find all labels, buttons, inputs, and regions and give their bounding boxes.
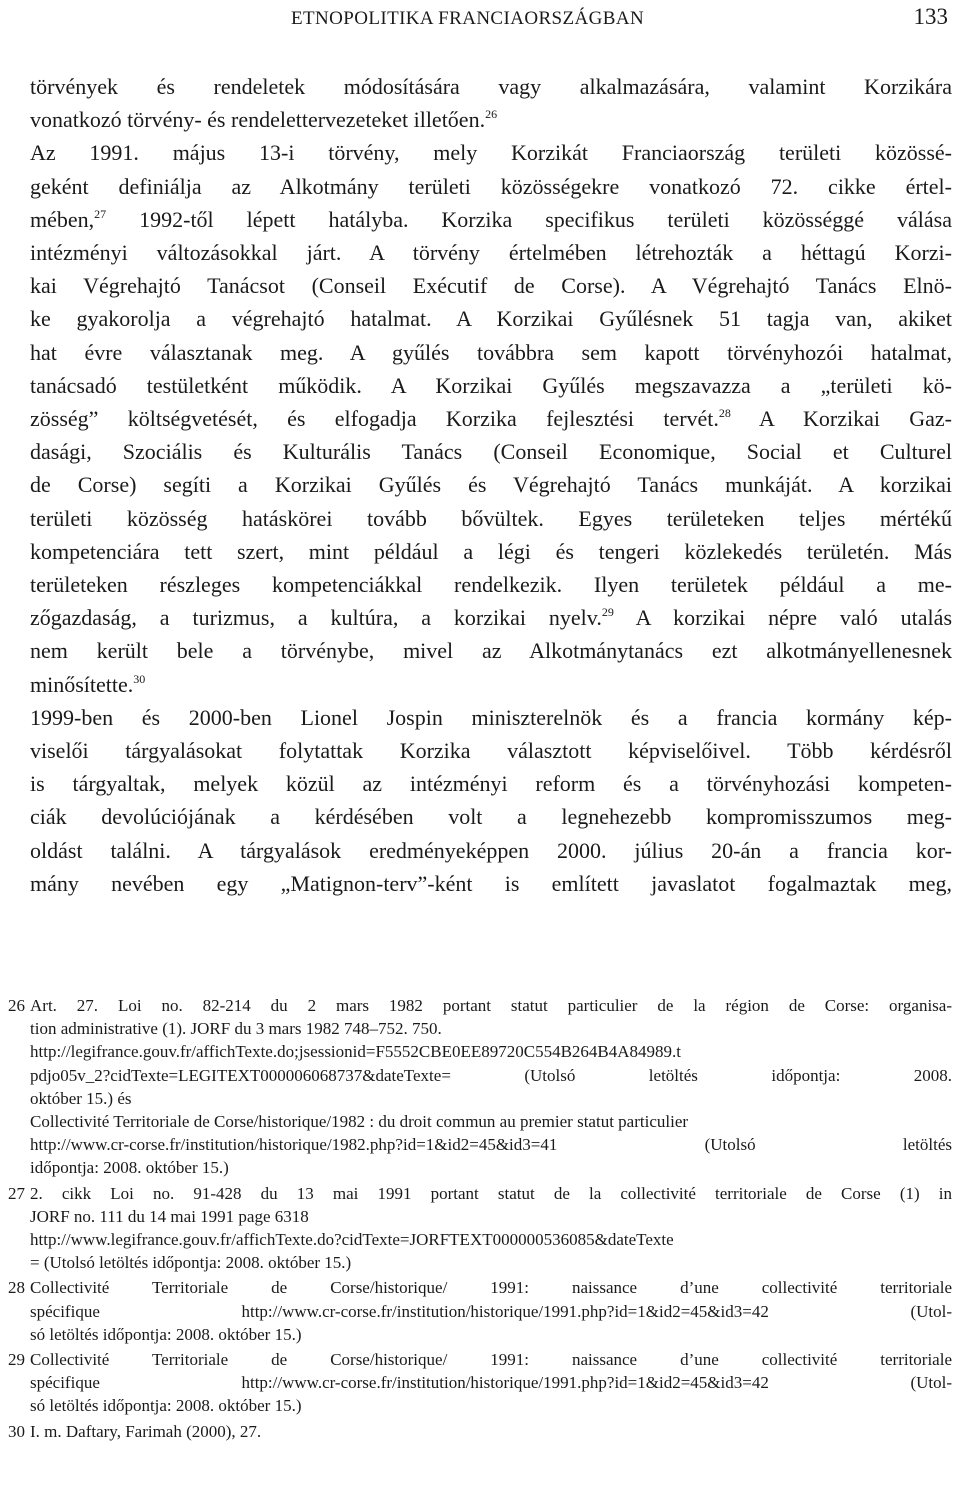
text-line: területi közösség hatáskörei tovább bővültek. Egyes területeken teljes mértékű bbox=[30, 505, 952, 531]
text-line bbox=[30, 402, 952, 435]
footnote-line: Collectivité Territoriale de Corse/historique/ 1991: naissance d’une collectivité territoriale bbox=[30, 1278, 952, 1298]
text-span: zösség” költségvetését, és elfogadja Korzika fejlesztési tervét. bbox=[30, 406, 719, 432]
text-line: Az 1991. május 13-i törvény, mely Korzikát Franciaország területi közössé- bbox=[30, 140, 952, 166]
text-line: ciák devolúciójának a kérdésében volt a legnehezebb kompromisszumos meg- bbox=[30, 804, 952, 830]
footnote-29 bbox=[8, 1348, 952, 1418]
text-span: A Korzikai Gaz- bbox=[730, 406, 952, 432]
text-line: törvények és rendeletek módosítására vagy alkalmazására, valamint Korzikára bbox=[30, 74, 952, 99]
text-span: vonatkozó törvény- és rendelettervezeteket illetően. bbox=[30, 107, 486, 133]
footnote-line: só letöltés időpontja: 2008. október 15.) bbox=[30, 1396, 302, 1416]
text-line: oldást találni. A tárgyalások eredményeképpen 2000. július 20-án a francia kor- bbox=[30, 837, 952, 863]
footnote-30 bbox=[8, 1420, 952, 1443]
footnote-28 bbox=[8, 1276, 952, 1346]
text-span: A korzikai népre való utalás bbox=[613, 605, 953, 631]
text-line: viselői tárgyalásokat folytattak Korzika választott képviselőivel. Több kérdésről bbox=[30, 738, 952, 764]
text-line: területeken részleges kompetenciákkal rendelkezik. Ilyen területek például a me- bbox=[30, 572, 952, 598]
footnote-line: Collectivité Territoriale de Corse/historique/1982 : du droit commun au premier statut particulier bbox=[30, 1112, 689, 1132]
text-line: tanácsadó testületként működik. A Korzikai Gyűlés megszavazza a „területi kö- bbox=[30, 372, 952, 398]
footnote-number: 27 bbox=[8, 1183, 25, 1203]
footnote-ref-30: 30 bbox=[133, 671, 146, 686]
footnote-link[interactable]: http://www.legifrance.gouv.fr/affichTexte.do?cidTexte=JORFTEXT000000536085&dateTexte bbox=[30, 1230, 674, 1250]
text-line: intézményi változásokkal járt. A törvény értelmében létrehozták a héttagú Korzi- bbox=[30, 240, 952, 266]
paragraph-3 bbox=[30, 701, 952, 900]
footnote-27 bbox=[8, 1182, 952, 1275]
footnote-link[interactable]: http://legifrance.gouv.fr/affichTexte.do;jsessionid=F5552CBE0EE89720C554B264B4A84989.t bbox=[30, 1042, 682, 1062]
footnote-number: 29 bbox=[8, 1350, 25, 1370]
footnote-ref-27: 27 bbox=[94, 206, 107, 221]
footnote-line: időpontja: 2008. október 15.) bbox=[30, 1158, 229, 1178]
main-text bbox=[30, 70, 952, 900]
footnote-line: = (Utolsó letöltés időpontja: 2008. október 15.) bbox=[30, 1253, 352, 1273]
footnote-line: 2. cikk Loi no. 91-428 du 13 mai 1991 portant statut de la collectivité territoriale de Corse (1) in bbox=[30, 1183, 952, 1203]
footnote-number: 26 bbox=[8, 996, 25, 1015]
text-line: is tárgyaltak, melyek közül az intézményi reform és a törvényhozási kompeten- bbox=[30, 771, 952, 797]
footnote-ref-26: 26 bbox=[485, 107, 498, 122]
footnote-number: 28 bbox=[8, 1278, 25, 1298]
footnote-line: I. m. Daftary, Farimah (2000), 27. bbox=[30, 1421, 262, 1441]
text-line: kompetenciára tett szert, mint például a légi és tengeri közlekedés területén. Más bbox=[30, 538, 952, 564]
text-line bbox=[30, 103, 952, 136]
footnote-link[interactable]: spécifique http://www.cr-corse.fr/institution/historique/1991.php?id=1&id2=45&id3=42 (Utol- bbox=[30, 1301, 952, 1321]
page-number: 133 bbox=[913, 4, 948, 29]
footnote-link[interactable]: spécifique http://www.cr-corse.fr/institution/historique/1991.php?id=1&id2=45&id3=42 (Utol- bbox=[30, 1373, 952, 1393]
footnotes bbox=[8, 994, 952, 1445]
footnote-line: Art. 27. Loi no. 82-214 du 2 mars 1982 portant statut particulier de la région de Corse: organisa- bbox=[30, 996, 952, 1015]
text-line: dasági, Szociális és Kulturális Tanács (Conseil Economique, Social et Culturel bbox=[30, 439, 952, 465]
footnote-ref-29: 29 bbox=[601, 605, 614, 620]
text-line: geként definiálja az Alkotmány területi közösségekre vonatkozó 72. cikke értel- bbox=[30, 173, 952, 199]
footnote-line: tion administrative (1). JORF du 3 mars 1982 748–752. 750. bbox=[30, 1019, 442, 1039]
paragraph-1 bbox=[30, 70, 952, 136]
text-line: hat évre választanak meg. A gyűlés továbbra sem kapott törvényhozói hatalmat, bbox=[30, 339, 952, 365]
page-header bbox=[0, 4, 960, 34]
footnote-link[interactable]: http://www.cr-corse.fr/institution/historique/1982.php?id=1&id2=45&id3=41 (Utolsó letöltés bbox=[30, 1135, 952, 1155]
footnote-ref-28: 28 bbox=[718, 406, 731, 421]
text-line: ke gyakorolja a végrehajtó hatalmat. A Korzikai Gyűlésnek 51 tagja van, akiket bbox=[30, 306, 952, 332]
footnote-link[interactable]: pdjo05v_2?cidTexte=LEGITEXT000006068737&dateTexte= (Utolsó letöltés időpontja: 2008. bbox=[30, 1065, 952, 1085]
text-span: 1992-től lépett hatályba. Korzika specifikus területi közösséggé válása bbox=[106, 206, 952, 232]
paragraph-2 bbox=[30, 136, 952, 700]
running-title: ETNOPOLITIKA FRANCIAORSZÁGBAN bbox=[291, 8, 645, 29]
text-line: 1999-ben és 2000-ben Lionel Jospin miniszterelnök és a francia kormány kép- bbox=[30, 704, 952, 730]
footnote-line: október 15.) és bbox=[30, 1088, 132, 1108]
text-line: kai Végrehajtó Tanácsot (Conseil Exécutif de Corse). A Végrehajtó Tanács Elnö- bbox=[30, 273, 952, 299]
footnote-number: 30 bbox=[8, 1421, 25, 1441]
text-line: de Corse) segíti a Korzikai Gyűlés és Végrehajtó Tanács munkáját. A korzikai bbox=[30, 472, 952, 498]
text-line bbox=[30, 601, 952, 634]
footnote-26 bbox=[8, 994, 952, 1180]
footnote-line: só letöltés időpontja: 2008. október 15.) bbox=[30, 1324, 302, 1344]
footnote-line: JORF no. 111 du 14 mai 1991 page 6318 bbox=[30, 1206, 309, 1226]
text-span: zőgazdaság, a turizmus, a kultúra, a korzikai nyelv. bbox=[30, 605, 602, 631]
text-span: mében, bbox=[30, 206, 95, 232]
text-line bbox=[30, 203, 952, 236]
text-line: nem került bele a törvénybe, mivel az Alkotmánytanács ezt alkotmányellenesnek bbox=[30, 638, 952, 664]
footnote-line: Collectivité Territoriale de Corse/historique/ 1991: naissance d’une collectivité territoriale bbox=[30, 1350, 952, 1370]
text-span: minősítette. bbox=[30, 671, 134, 697]
text-line: mány nevében egy „Matignon-terv”-ként is említett javaslatot fogalmaztak meg, bbox=[30, 870, 952, 896]
text-line bbox=[30, 668, 952, 701]
